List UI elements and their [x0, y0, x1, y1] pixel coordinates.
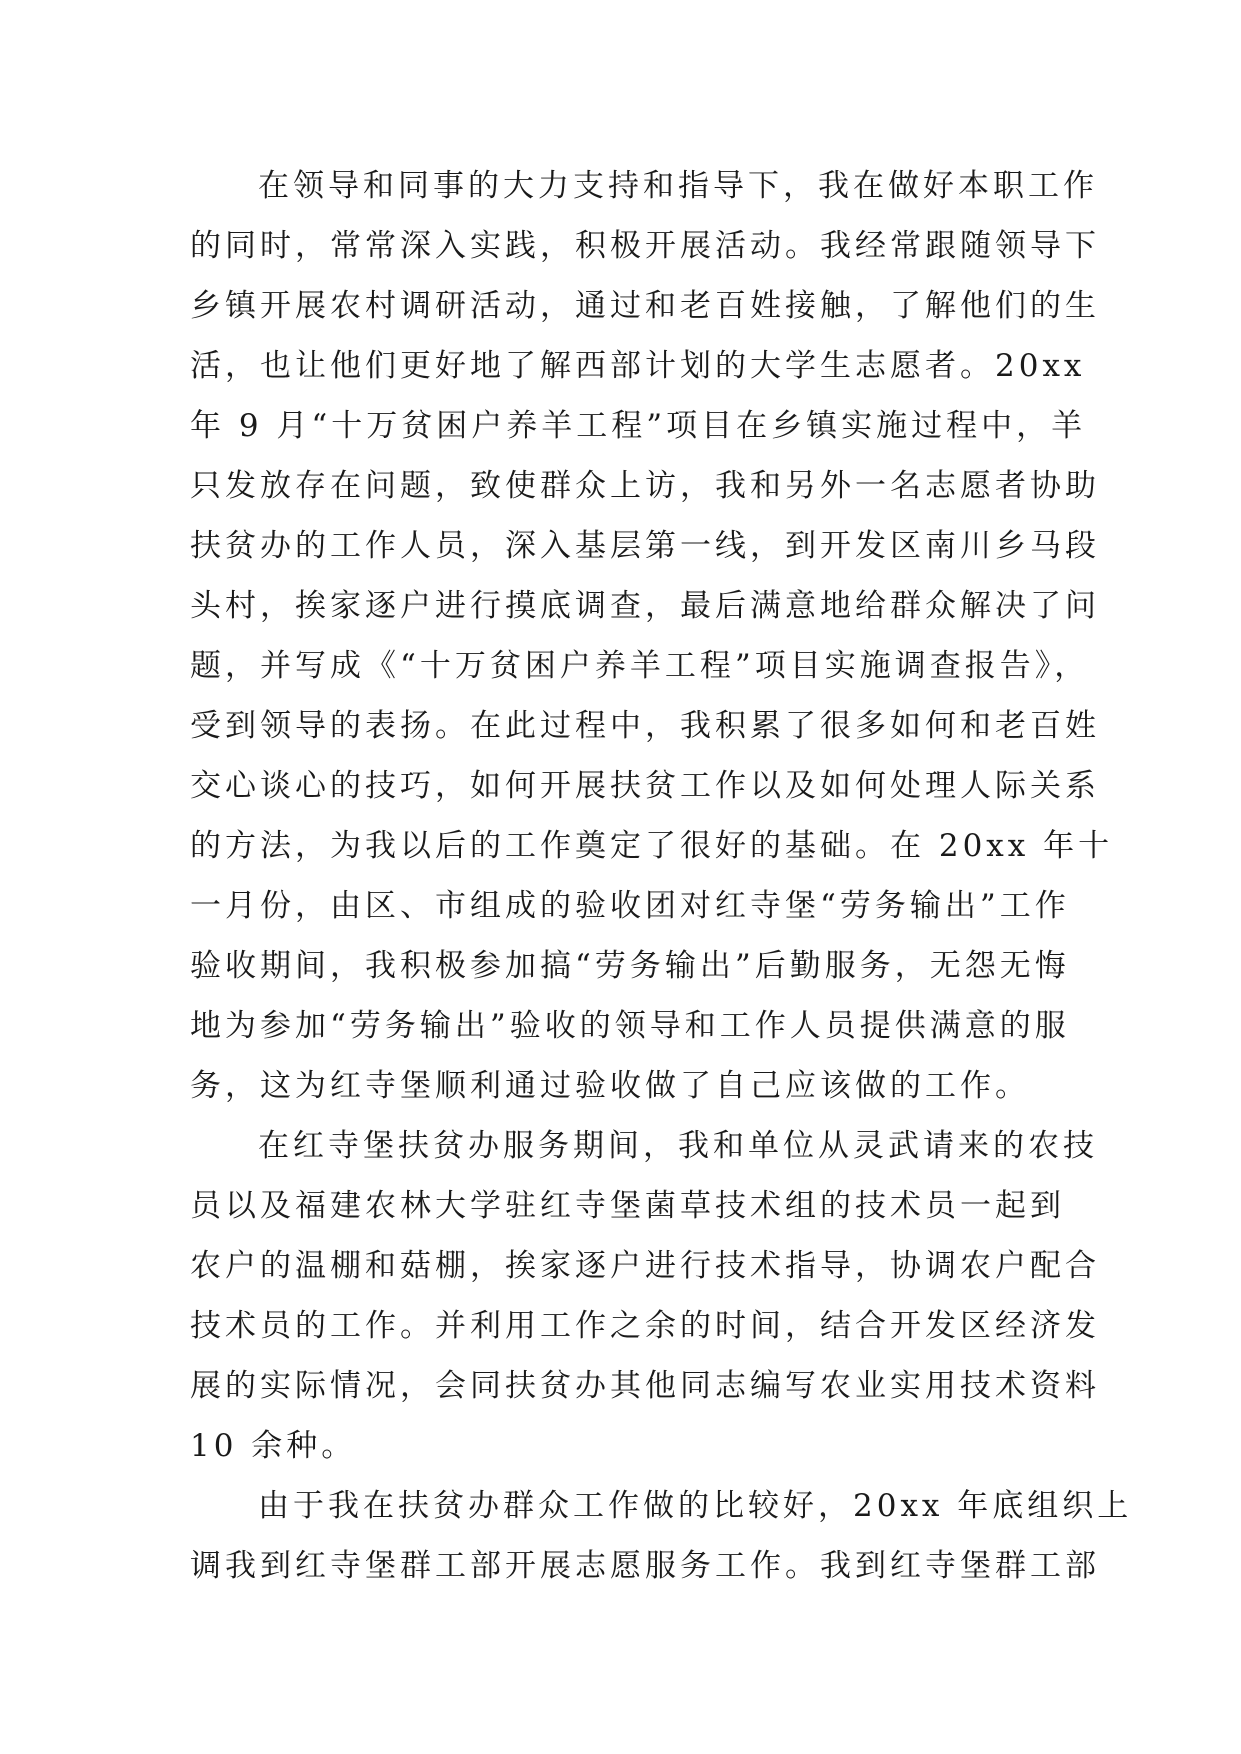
- paragraph-line: 的方法，为我以后的工作奠定了很好的基础。在 20xx 年十: [190, 828, 1114, 864]
- paragraph-line: 农户的温棚和菇棚，挨家逐户进行技术指导，协调农户配合: [190, 1248, 1100, 1284]
- paragraph-line: 务，这为红寺堡顺利通过验收做了自己应该做的工作。: [190, 1068, 1030, 1104]
- paragraph-line: 验收期间，我积极参加搞“劳务输出”后勤服务，无怨无悔: [190, 948, 1070, 984]
- paragraph-line: 展的实际情况，会同扶贫办其他同志编写农业实用技术资料: [190, 1368, 1100, 1404]
- paragraph-line: 活，也让他们更好地了解西部计划的大学生志愿者。20xx: [190, 348, 1086, 384]
- paragraph-line: 乡镇开展农村调研活动，通过和老百姓接触，了解他们的生: [190, 288, 1100, 324]
- paragraph-line: 扶贫办的工作人员，深入基层第一线，到开发区南川乡马段: [190, 528, 1100, 564]
- paragraph-line: 技术员的工作。并利用工作之余的时间，结合开发区经济发: [190, 1308, 1100, 1344]
- paragraph-line: 年 9 月“十万贫困户养羊工程”项目在乡镇实施过程中，羊: [190, 408, 1087, 444]
- paragraph-line: 在红寺堡扶贫办服务期间，我和单位从灵武请来的农技: [258, 1128, 1098, 1164]
- paragraph-2: [190, 1116, 1100, 1476]
- paragraph-line: 10 余种。: [190, 1428, 357, 1464]
- paragraph-line: 受到领导的表扬。在此过程中，我积累了很多如何和老百姓: [190, 708, 1100, 744]
- document-body: [190, 156, 1133, 1596]
- paragraph-line: 头村，挨家逐户进行摸底调查，最后满意地给群众解决了问: [190, 588, 1100, 624]
- paragraph-1: [190, 156, 1114, 1116]
- paragraph-line: 员以及福建农林大学驻红寺堡菌草技术组的技术员一起到: [190, 1188, 1065, 1224]
- paragraph-3: [190, 1476, 1133, 1596]
- paragraph-line: 只发放存在问题，致使群众上访，我和另外一名志愿者协助: [190, 468, 1100, 504]
- paragraph-line: 调我到红寺堡群工部开展志愿服务工作。我到红寺堡群工部: [190, 1548, 1100, 1584]
- paragraph-line: 一月份，由区、市组成的验收团对红寺堡“劳务输出”工作: [190, 888, 1070, 924]
- paragraph-line: 交心谈心的技巧，如何开展扶贫工作以及如何处理人际关系: [190, 768, 1100, 804]
- paragraph-line: 由于我在扶贫办群众工作做的比较好，20xx 年底组织上: [258, 1488, 1133, 1524]
- paragraph-line: 题，并写成《“十万贫困户养羊工程”项目实施调查报告》，: [190, 648, 1090, 684]
- paragraph-line: 的同时，常常深入实践，积极开展活动。我经常跟随领导下: [190, 228, 1100, 264]
- paragraph-line: 在领导和同事的大力支持和指导下，我在做好本职工作: [258, 168, 1098, 204]
- paragraph-line: 地为参加“劳务输出”验收的领导和工作人员提供满意的服: [190, 1008, 1070, 1044]
